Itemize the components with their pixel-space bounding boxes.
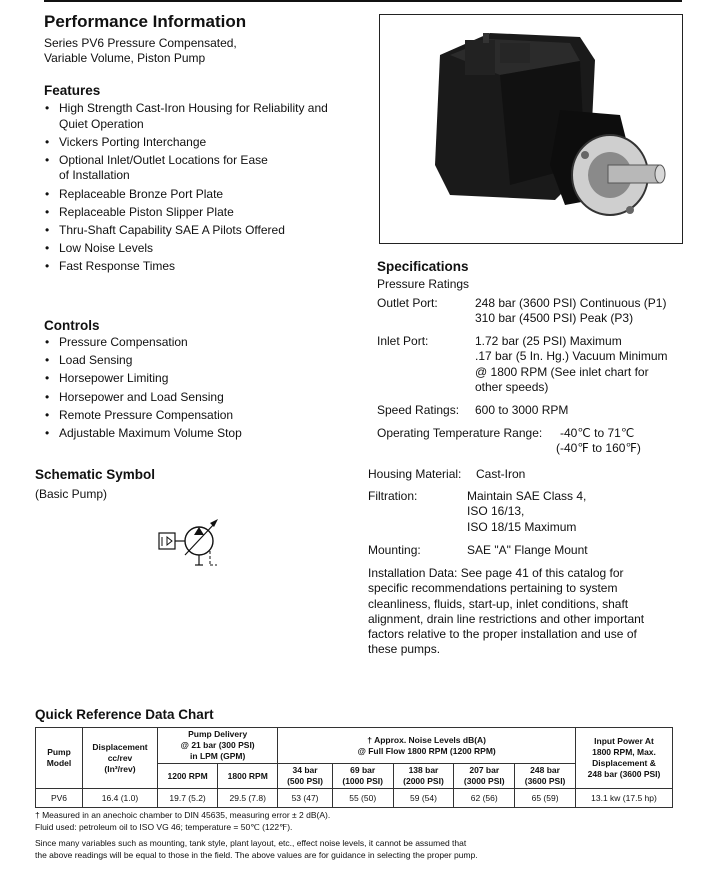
list-item: • Load Sensing: [44, 353, 364, 369]
col-header-noise-207: 207 bar (3000 PSI): [454, 764, 515, 789]
speed-ratings-label: Speed Ratings:: [377, 403, 460, 417]
page-title: Performance Information: [44, 12, 247, 31]
col-header-noise-138: 138 bar (2000 PSI): [393, 764, 454, 789]
col-header-noise: † Approx. Noise Levels dB(A) @ Full Flow 1800 RPM (1200 RPM): [278, 728, 576, 764]
col-header-noise-34: 34 bar (500 PSI): [278, 764, 332, 789]
pump-schematic-symbol: [155, 515, 227, 575]
quick-reference-table: [35, 727, 673, 808]
inlet-port-label: Inlet Port:: [377, 334, 429, 348]
outlet-port-value: 248 bar (3600 PSI) Continuous (P1) 310 bar (4500 PSI) Peak (P3): [475, 296, 667, 326]
col-header-displacement: Displacement cc/rev (In³/rev): [83, 728, 158, 789]
list-item: • Replaceable Bronze Port Plate: [44, 187, 364, 203]
footnote-disclaimer: Since many variables such as mounting, tank style, plant layout, etc., effect noise levels, it cannot be assumed that the above readings will be equal to those in the field. The above values are for guidance in selecting the proper pump.: [35, 838, 478, 860]
list-item: • High Strength Cast-Iron Housing for Reliability and Quiet Operation: [44, 101, 364, 132]
cell-delivery-1200: 19.7 (5.2): [158, 789, 218, 808]
cell-noise-248: 65 (59): [515, 789, 576, 808]
filtration-label: Filtration:: [368, 489, 418, 503]
features-heading: Features: [44, 83, 101, 98]
speed-ratings-value: 600 to 3000 RPM: [475, 403, 569, 417]
list-item: • Replaceable Piston Slipper Plate: [44, 205, 364, 221]
col-header-input-power: Input Power At 1800 RPM, Max. Displacement & 248 bar (3600 PSI): [576, 728, 673, 789]
table-row: [36, 789, 673, 808]
pump-photo: [379, 14, 683, 244]
schematic-caption: (Basic Pump): [35, 487, 108, 501]
col-header-1200rpm: 1200 RPM: [158, 764, 218, 789]
list-item: • Thru-Shaft Capability SAE A Pilots Offered: [44, 223, 364, 239]
cell-delivery-1800: 29.5 (7.8): [218, 789, 278, 808]
cell-model: PV6: [36, 789, 83, 808]
pressure-ratings-label: Pressure Ratings: [377, 277, 470, 291]
page-subtitle: Series PV6 Pressure Compensated, Variable Volume, Piston Pump: [44, 36, 237, 65]
filtration-value: Maintain SAE Class 4, ISO 16/13, ISO 18/15 Maximum: [467, 489, 587, 534]
col-header-delivery: Pump Delivery @ 21 bar (300 PSI) in LPM (GPM): [158, 728, 278, 764]
housing-value: Cast-Iron: [476, 467, 526, 481]
mounting-label: Mounting:: [368, 543, 421, 557]
housing-label: Housing Material:: [368, 467, 462, 481]
list-item: • Horsepower and Load Sensing: [44, 390, 364, 406]
list-item: • Pressure Compensation: [44, 335, 364, 351]
schematic-heading: Schematic Symbol: [35, 467, 156, 482]
features-list: [44, 101, 364, 278]
list-item: • Remote Pressure Compensation: [44, 408, 364, 424]
list-item: • Horsepower Limiting: [44, 371, 364, 387]
piston-pump-image: [380, 15, 682, 243]
quick-ref-heading: Quick Reference Data Chart: [35, 707, 214, 722]
list-item: • Optional Inlet/Outlet Locations for Ease of Installation: [44, 153, 364, 184]
list-item: • Low Noise Levels: [44, 241, 364, 257]
col-header-noise-248: 248 bar (3600 PSI): [515, 764, 576, 789]
cell-input-power: 13.1 kw (17.5 hp): [576, 789, 673, 808]
top-rule: [44, 0, 682, 2]
footnote-measurement: † Measured in an anechoic chamber to DIN 45635, measuring error ± 2 dB(A). Fluid used: petroleum oil to ISO VG 46; temperature = 50℃ (122℉).: [35, 810, 331, 832]
specifications-heading: Specifications: [377, 259, 469, 274]
list-item: • Fast Response Times: [44, 259, 364, 275]
cell-noise-34: 53 (47): [278, 789, 332, 808]
outlet-port-label: Outlet Port:: [377, 296, 438, 310]
cell-displacement: 16.4 (1.0): [83, 789, 158, 808]
col-header-noise-69: 69 bar (1000 PSI): [332, 764, 393, 789]
list-item: • Adjustable Maximum Volume Stop: [44, 426, 364, 442]
controls-heading: Controls: [44, 318, 100, 333]
mounting-value: SAE "A" Flange Mount: [467, 543, 588, 557]
inlet-port-value: 1.72 bar (25 PSI) Maximum .17 bar (5 In. Hg.) Vacuum Minimum @ 1800 RPM (See inlet chart for other speeds): [475, 334, 668, 394]
temperature-value: -40℃ to 71℃ (-40℉ to 160℉): [556, 426, 641, 456]
col-header-1800rpm: 1800 RPM: [218, 764, 278, 789]
installation-data: Installation Data: See page 41 of this catalog for specific recommendations pertaining to system cleanliness, fluids, start-up, inlet conditions, shaft alignment, drain line restrictions and other important factors relative to the proper installation and use of these pumps.: [368, 566, 645, 657]
cell-noise-207: 62 (56): [454, 789, 515, 808]
list-item: • Vickers Porting Interchange: [44, 135, 364, 151]
controls-list: [44, 335, 364, 444]
col-header-model: Pump Model: [36, 728, 83, 789]
temperature-label: Operating Temperature Range:: [377, 426, 543, 440]
cell-noise-69: 55 (50): [332, 789, 393, 808]
cell-noise-138: 59 (54): [393, 789, 454, 808]
